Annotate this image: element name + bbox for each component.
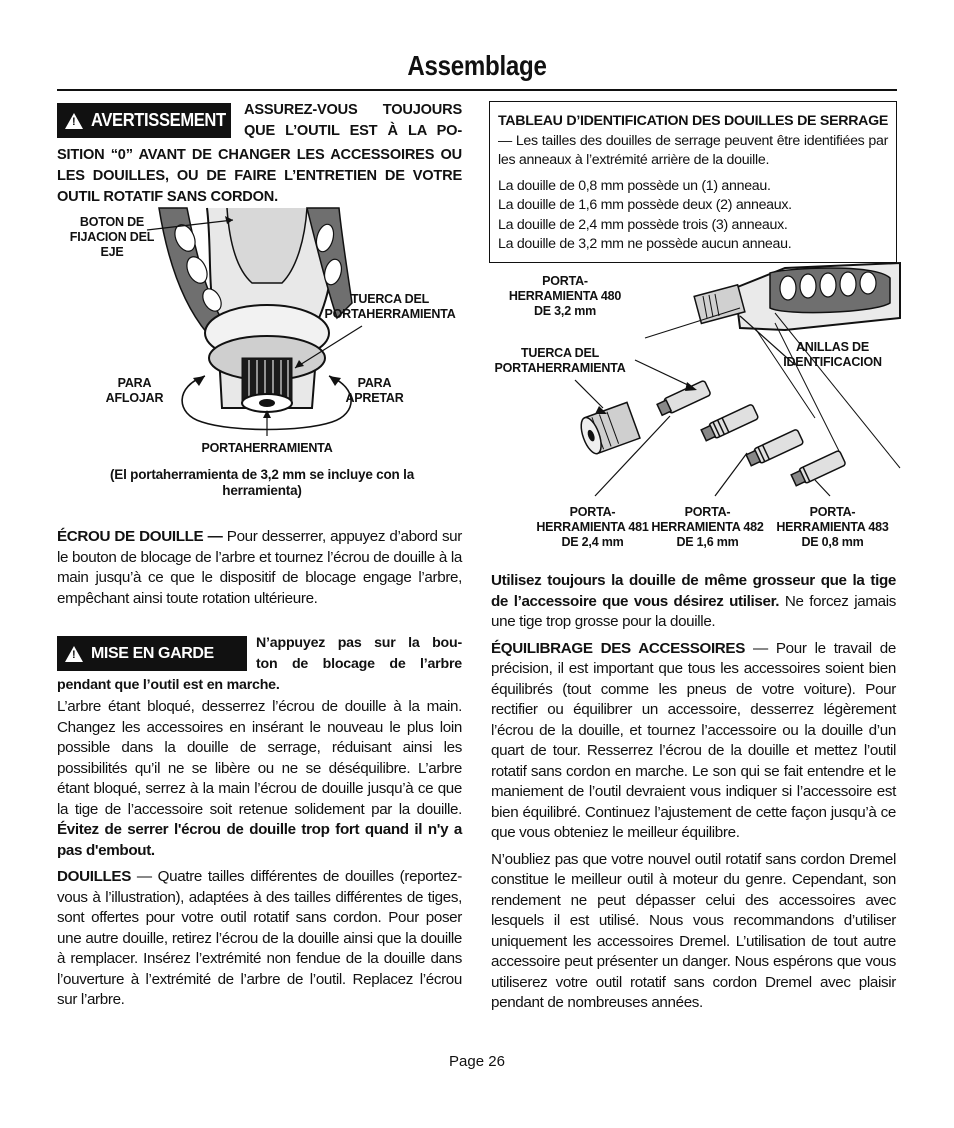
label-anillas: ANILLAS DE IDENTIFICACION: [783, 340, 882, 369]
warning-badge-label: AVERTISSEMENT: [91, 110, 226, 130]
collet-sizes-figure: [485, 268, 900, 563]
closing-text: N’oubliez pas que votre nouvel outil rotatif sans cordon Dremel constitue le meilleur outil à moteur du genre. Cependant, son rendement ne peut dépasser celui des accessoires avec lesquels il est utilisé. Nous vous recommandons d’utiliser uniquement les accessoires Dremel. L’utilisation de tout autre accessoire peut présenter un danger. Nous espérons que vous utiliserez votre outil rotatif sans cordon Dremel avec plaisir pendant de nombreuses années.: [491, 850, 896, 1011]
lock-bold: Évitez de serrer l'écrou de douille trop fort quand il n'y a pas d'embout.: [57, 821, 462, 859]
figure-caption: (El portaherramienta de 3,2 mm se incluye con la herramienta): [109, 467, 414, 498]
page-title: Assemblage: [407, 50, 547, 81]
caution-text: pendant que l’outil est en marche.: [57, 677, 280, 693]
label-portaherramienta: PORTAHERRAMIENTA: [201, 441, 333, 455]
lock-text: L’arbre étant bloqué, desserrez l’écrou de douille à la main. Changez les accessoires en insérant le nouveau le plus loin possible dans la douille de serrage, réduisant ainsi les possibilités qu’il ne se libère ou ne se déséquilibre. L’arbre étant bloqué, serrez à la main l’écrou de douille jusqu’à ce que la tige de l’accessoire soit retenue solidement par la douille.: [57, 698, 462, 818]
table-heading: TABLEAU D’IDENTIFICATION DES DOUILLES DE SERRAGE: [498, 113, 888, 129]
caution-line-1: N’appuyez pas sur la bou-: [256, 635, 462, 651]
collet-nut-figure: [57, 208, 467, 508]
use-text: Ne forcez jamais une tige trop grosse pour la douille.: [491, 592, 897, 630]
warning-icon: !: [65, 113, 83, 129]
table-intro: — Les tailles des douilles de serrage peuvent être identifiées par les anneaux à l’extrémité arrière de la douille.: [498, 132, 888, 168]
table-line: La douille de 0,8 mm possède un (1) anneau.: [498, 177, 771, 194]
table-line: La douille de 3,2 mm ne possède aucun anneau.: [498, 236, 792, 252]
right-text-column: [491, 571, 896, 1020]
warning-line-1: ASSUREZ-VOUS TOUJOURS: [244, 102, 462, 118]
use-bold: Utilisez toujours la douille de même grosseur que la tige de l’accessoire que vous désirez utiliser.: [491, 572, 896, 610]
label-482: PORTA- HERRAMIENTA 482 DE 1,6 mm: [651, 505, 764, 549]
ecrou-paragraph: [57, 527, 462, 615]
label-483: PORTA- HERRAMIENTA 483 DE 0,8 mm: [776, 505, 889, 549]
label-480: PORTA- HERRAMIENTA 480 DE 3,2 mm: [508, 274, 622, 318]
table-line: La douille de 2,4 mm possède trois (3) anneaux.: [498, 216, 788, 233]
label-aflojar: PARA AFLOJAR: [105, 376, 164, 405]
label-apretar: PARA APRETAR: [345, 376, 404, 405]
page-number: Page 26: [449, 1053, 505, 1070]
collet-table-box: [489, 101, 897, 263]
label-boton: BOTON DE FIJACION DEL EJE: [69, 215, 155, 259]
caution-badge: [57, 636, 247, 671]
caution-badge-label: MISE EN GARDE: [91, 644, 214, 662]
ecrou-heading: ÉCROU DE DOUILLE —: [57, 528, 223, 545]
douilles-text: — Quatre tailles différentes de douilles (reportez-vous à l’illustration), adaptées à des tailles différentes de tiges, sont offertes pour votre outil rotatif sans cordon. Pour poser une autre douille, retirez l’écrou de la douille ainsi que la douille à remplacer. Insérez l’extrémité non fendue de la douille dans l’ouverture à l’extrémité de l’arbre de l’outil. Replacez l’écrou sur l’arbre.: [57, 868, 462, 1008]
label-481: PORTA- HERRAMIENTA 481 DE 2,4 mm: [536, 505, 649, 549]
table-line: La douille de 1,6 mm possède deux (2) anneaux.: [498, 197, 792, 213]
warning-badge: [57, 103, 231, 138]
label-tuerca-right: TUERCA DEL PORTAHERRAMIENTA: [494, 346, 626, 375]
warning-text: SITION “0” AVANT DE CHANGER LES ACCESSOIRES OU LES DOUILLES, OU DE FAIRE L’ENTRETIEN DE VOTRE OUTIL ROTATIF SANS CORDON.: [57, 147, 462, 205]
equil-text: — Pour le travail de précision, il est important que tous les accessoires soient bien équilibrés (tout comme les pneus de votre voiture). Pour rectifier ou équilibrer un accessoire, desserrez légèrement l’écrou de la douille, et tournez l’accessoire ou la douille d’un quart de tour. Resserrez l’écrou de la douille et mettez l’outil rotatif sans cordon en marche. Le son qui se fait entendre et le maniement de l’outil devraient vous indiquer si l’accessoire est bien équilibré. Continuez l’ajustement de cette façon jusqu’à ce que vous obteniez le meilleur équilibre.: [491, 639, 897, 841]
equil-heading: ÉQUILIBRAGE DES ACCESSOIRES: [491, 639, 745, 657]
caution-icon: !: [65, 646, 83, 662]
warning-line-2: QUE L’OUTIL EST À LA PO-: [244, 123, 462, 139]
label-tuerca: TUERCA DEL PORTAHERRAMIENTA: [324, 292, 456, 321]
title-rule: [57, 89, 897, 91]
douilles-heading: DOUILLES: [57, 868, 131, 885]
lock-paragraph: [57, 697, 462, 1017]
ecrou-text: Pour desserrer, appuyez d’abord sur le bouton de blocage de l’arbre et tournez l’écrou de douille à la main jusqu’à ce que le dispositif de blocage engage l’arbre, empêchant ainsi toute rotation ultérieure.: [57, 528, 462, 607]
caution-line-2: ton de blocage de l’arbre: [256, 656, 462, 672]
